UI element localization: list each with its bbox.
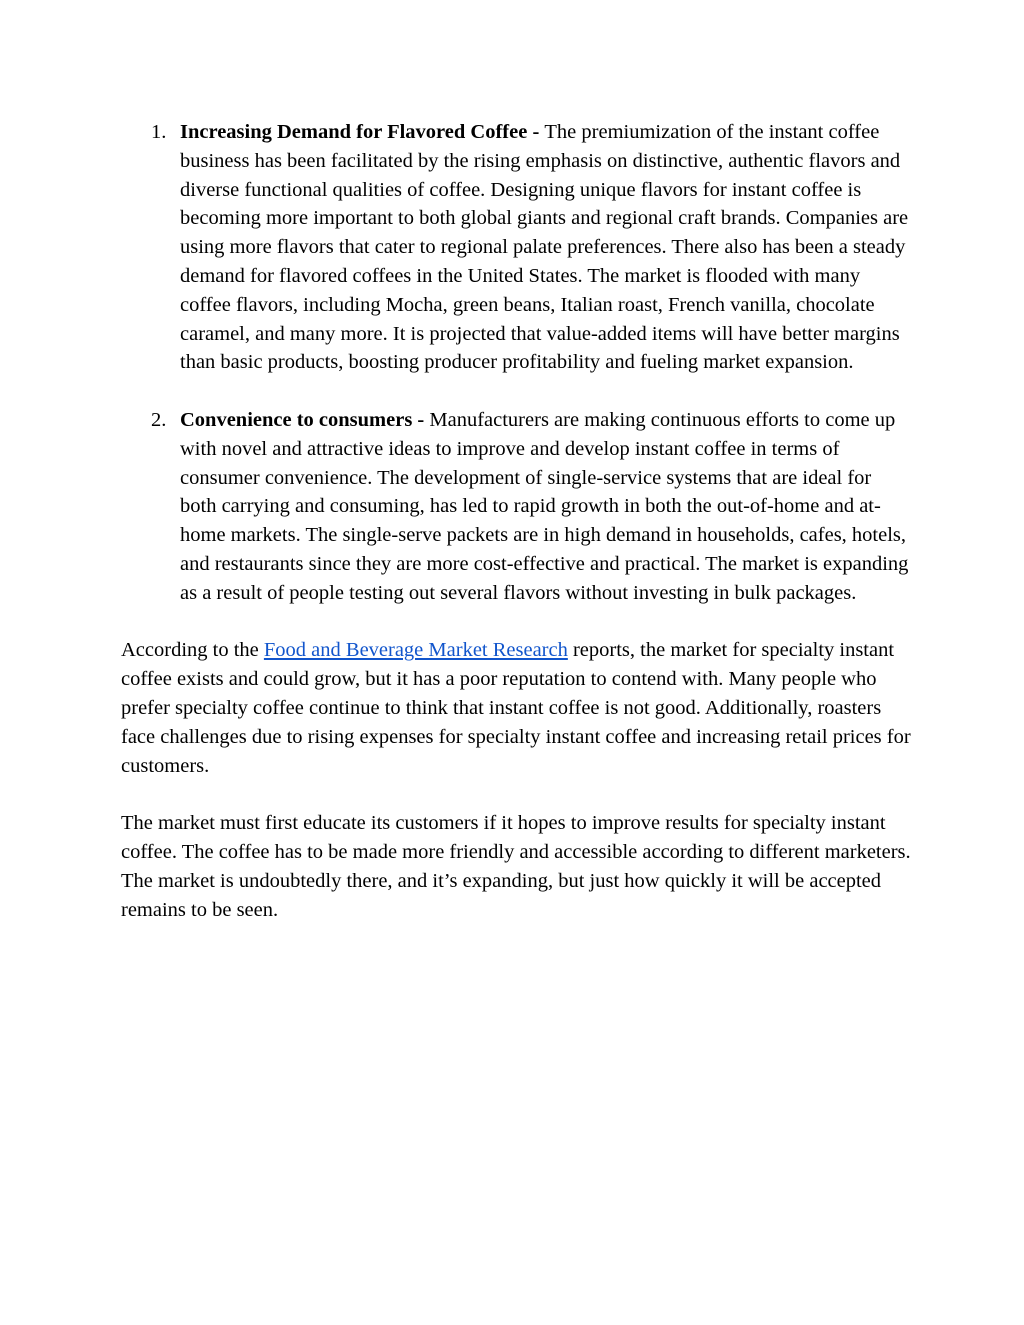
paragraph-market-research: [121, 636, 911, 780]
list-number: 1.: [151, 121, 167, 143]
list-item: [121, 406, 911, 608]
paragraph-text: According to the: [121, 639, 264, 662]
list-item-body: The premiumization of the instant coffee business has been facilitated by the rising emphasis on distinctive, authentic flavors and diverse functional qualities of coffee. Designing unique flavors for instant coffee is becoming more important to both global giants and regional craft brands. Companies are using more flavors that cater to regional palate preferences. There also has been a steady demand for flavored coffees in the United States. The market is flooded with many coffee flavors, including Mocha, green beans, Italian roast, French vanilla, chocolate caramel, and many more. It is projected that value-added items will have better margins than basic products, boosting producer profitability and fueling market expansion.: [180, 121, 909, 374]
numbered-list: [121, 118, 911, 608]
document-page: [121, 118, 911, 953]
list-item: [121, 118, 911, 377]
food-beverage-research-link[interactable]: Food and Beverage Market Research: [263, 639, 568, 662]
paragraph-text: reports, the market for specialty instant coffee exists and could grow, but it has a poor reputation to contend with. Many people who prefer specialty coffee continue to think that instant coffee is not good. Additionally, roasters face challenges due to rising expenses for specialty instant coffee and increasing retail prices for customers.: [121, 639, 911, 777]
list-item-title: Convenience to consumers -: [180, 408, 430, 431]
list-number: 2.: [151, 408, 167, 431]
paragraph-educate-customers: The market must first educate its customers if it hopes to improve results for specialty instant coffee. The coffee has to be made more friendly and accessible according to different marketers. The market is undoubtedly there, and it’s expanding, but just how quickly it will be accepted remains to be seen.: [121, 812, 911, 921]
list-item-title: Increasing Demand for Flavored Coffee -: [180, 121, 545, 143]
list-item-body: Manufacturers are making continuous efforts to come up with novel and attractive ideas to improve and develop instant coffee in terms of consumer convenience. The development of single-service systems that are ideal for both carrying and consuming, has led to rapid growth in both the out-of-home and at-home markets. The single-serve packets are in high demand in households, cafes, hotels, and restaurants since they are more cost-effective and practical. The market is expanding as a result of people testing out several flavors without investing in bulk packages.: [180, 408, 909, 604]
